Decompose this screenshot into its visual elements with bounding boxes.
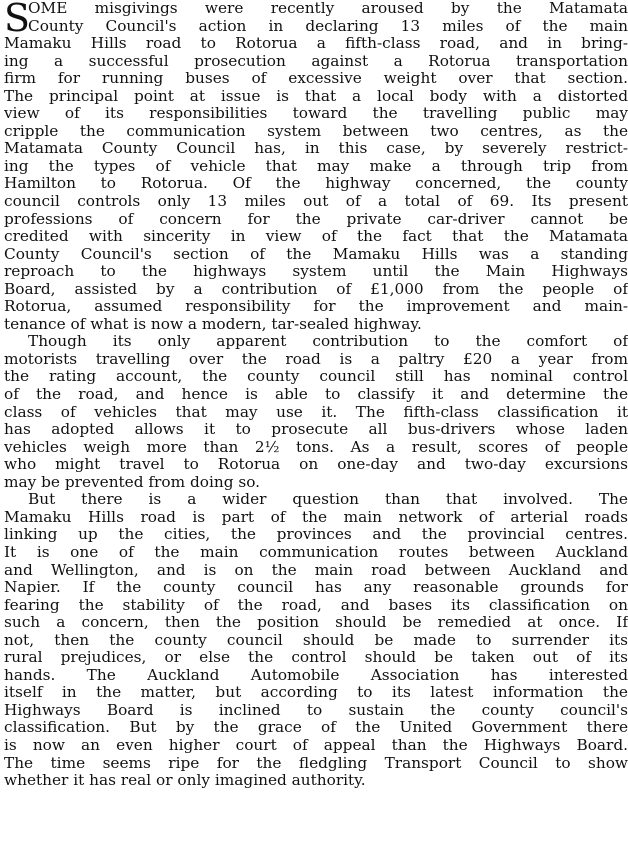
text-line: may be prevented from doing so. xyxy=(4,473,260,491)
text-line: of the road, and hence is able to classify it and determine the xyxy=(4,386,628,404)
text-line: who might travel to Rotorua on one-day and two-day excursions xyxy=(4,456,628,474)
text-line: council controls only 13 miles out of a total of 69. Its present xyxy=(4,193,628,211)
text-line: County Council's section of the Mamaku Hills was a standing xyxy=(4,245,628,263)
text-line: hands. The Auckland Automobile Association has interested xyxy=(4,666,628,684)
text-line: But there is a wider question than that involved. The xyxy=(28,491,628,509)
text-line: and Wellington, and is on the main road between Auckland and xyxy=(4,561,628,579)
text-line: professions of concern for the private car-driver cannot be xyxy=(4,210,628,228)
text-line: Highways Board is inclined to sustain the county council's xyxy=(4,701,628,719)
text-line: Hamilton to Rotorua. Of the highway concerned, the county xyxy=(4,175,628,193)
text-line: firm for running buses of excessive weight over that section. xyxy=(4,70,628,88)
text-line: The time seems ripe for the fledgling Transport Council to show xyxy=(4,754,628,772)
paragraph-1 xyxy=(4,0,628,333)
text-line: has adopted allows it to prosecute all bus-drivers whose laden xyxy=(4,421,628,439)
text-line: Rotorua, assumed responsibility for the improvement and main- xyxy=(4,298,628,316)
text-line: Mamaku Hills road is part of the main network of arterial roads xyxy=(4,508,628,526)
text-line: Board, assisted by a contribution of £1,000 from the people of xyxy=(4,280,628,298)
text-line: tenance of what is now a modern, tar-sealed highway. xyxy=(4,315,422,333)
text-line: class of vehicles that may use it. The fifth-class classification it xyxy=(4,403,628,421)
text-line: Mamaku Hills road to Rotorua a fifth-class road, and in bring- xyxy=(4,35,628,53)
text-line: cripple the communication system between two centres, as the xyxy=(4,122,628,140)
text-line: classification. But by the grace of the United Government there xyxy=(4,719,628,737)
text-line: It is one of the main communication routes between Auckland xyxy=(4,543,628,561)
editorial-article xyxy=(4,0,628,790)
paragraph-2 xyxy=(4,333,628,491)
text-line: ing the types of vehicle that may make a through trip from xyxy=(4,157,628,175)
text-line: not, then the county council should be made to surrender its xyxy=(4,631,628,649)
text-line: Napier. If the county council has any reasonable grounds for xyxy=(4,579,628,597)
text-line: vehicles weigh more than 2½ tons. As a result, scores of people xyxy=(4,438,628,456)
text-line: Though its only apparent contribution to the comfort of xyxy=(28,333,628,351)
text-line: motorists travelling over the road is a paltry £20 a year from xyxy=(4,350,628,368)
text-line: OME misgivings were recently aroused by the Matamata xyxy=(28,0,628,17)
text-line: view of its responsibilities toward the travelling public may xyxy=(4,105,628,123)
text-line: County Council's action in declaring 13 miles of the main xyxy=(28,17,628,35)
text-line: the rating account, the county council still has nominal control xyxy=(4,368,628,386)
drop-cap: S xyxy=(4,0,31,40)
text-line: rural prejudices, or else the control should be taken out of its xyxy=(4,649,628,667)
text-line: reproach to the highways system until the Main Highways xyxy=(4,263,628,281)
text-line: itself in the matter, but according to its latest information the xyxy=(4,684,628,702)
text-line: such a concern, then the position should be remedied at once. If xyxy=(4,614,628,632)
text-line: is now an even higher court of appeal than the Highways Board. xyxy=(4,736,628,754)
text-line: Matamata County Council has, in this case, by severely restrict- xyxy=(4,140,628,158)
text-line: linking up the cities, the provinces and the provincial centres. xyxy=(4,526,628,544)
text-line: credited with sincerity in view of the fact that the Matamata xyxy=(4,228,628,246)
text-line: fearing the stability of the road, and bases its classification on xyxy=(4,596,628,614)
text-line: whether it has real or only imagined authority. xyxy=(4,772,366,790)
paragraph-3 xyxy=(4,491,628,789)
text-line: The principal point at issue is that a local body with a distorted xyxy=(4,87,628,105)
text-line: ing a successful prosecution against a Rotorua transportation xyxy=(4,52,628,70)
